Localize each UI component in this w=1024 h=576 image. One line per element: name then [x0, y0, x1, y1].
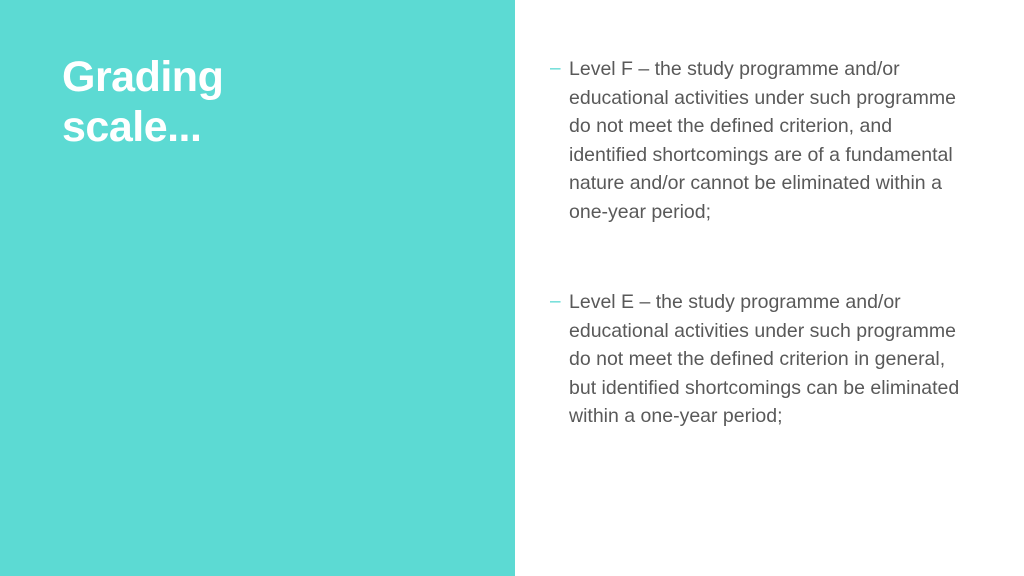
- bullet-marker: –: [550, 58, 561, 79]
- bullet-level-e: [550, 288, 980, 431]
- slide-title-line-2: scale...: [62, 103, 202, 151]
- slide-title-line-1: Grading: [62, 53, 224, 101]
- bullet-marker: –: [550, 291, 561, 312]
- slide-title: [62, 52, 462, 152]
- content-panel: [515, 0, 1024, 576]
- bullet-text: Level E – the study programme and/or educational activities under such programme do not meet the defined criterion in general, but identified shortcomings can be eliminated within a one-year period;: [569, 291, 960, 427]
- bullet-text: Level F – the study programme and/or educational activities under such programme do not meet the defined criterion, and identified shortcomings are of a fundamental nature and/or cannot be eliminated within a one-year period;: [569, 58, 956, 223]
- bullet-level-f: [550, 55, 980, 226]
